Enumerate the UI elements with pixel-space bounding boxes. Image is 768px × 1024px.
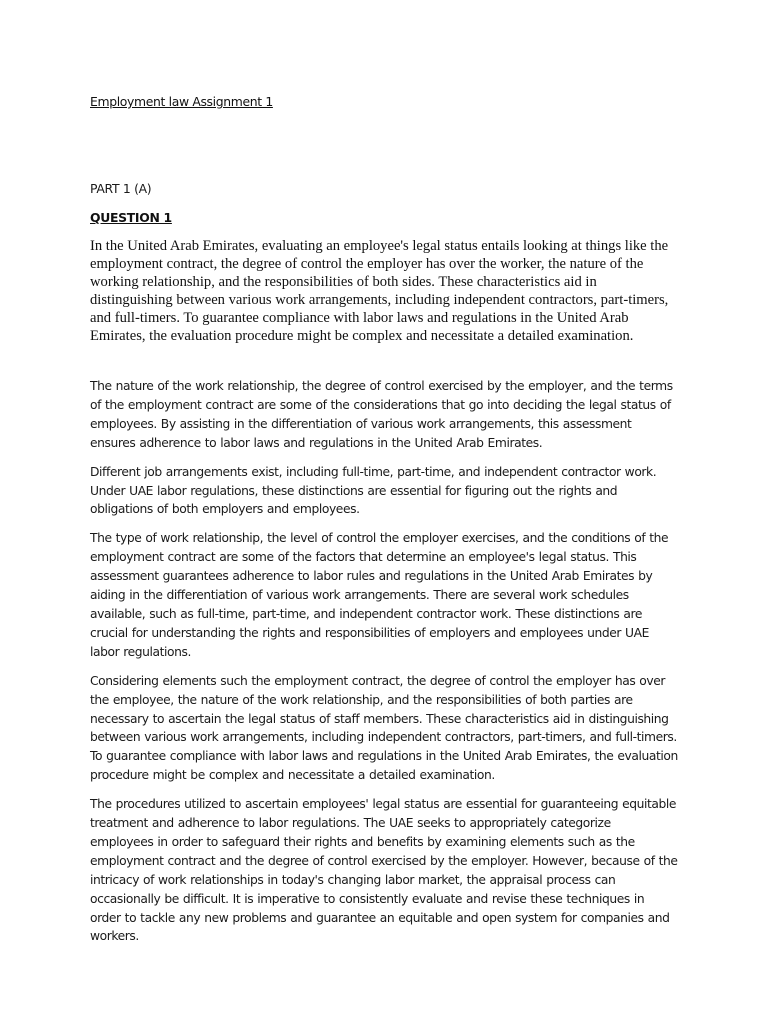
body-paragraph: The nature of the work relationship, the degree of control exercised by the employer, and the terms of the employment contract are some of the considerations that go into deciding the legal status of employees. By assisting in the differentiation of various work arrangements, this assessment ensures adherence to labor laws and regulations in the United Arab Emirates. [90,379,673,450]
body-paragraph: The procedures utilized to ascertain employees' legal status are essential for guaranteeing equitable treatment and adherence to labor regulations. The UAE seeks to appropriately categorize employees in order to safeguard their rights and benefits by examining elements such as the employment contract and the degree of control exercised by the employer. However, because of the intricacy of work relationships in today's changing labor market, the appraisal process can occasionally be difficult. It is imperative to consistently evaluate and revise these techniques in order to tackle any new problems and guarantee an equitable and open system for companies and workers. [90,797,678,944]
body-paragraph: Different job arrangements exist, including full-time, part-time, and independent contractor work. Under UAE labor regulations, these distinctions are essential for figuring out the rights and obligations of both employers and employees. [90,464,657,517]
body-paragraph: Considering elements such the employment contract, the degree of control the employer has over the employee, the nature of the work relationship, and the responsibilities of both parties are necessary to ascertain the legal status of staff members. These characteristics aid in distinguishing between various work arrangements, including independent contractors, part-timers, and full-timers. To guarantee compliance with labor laws and regulations in the United Arab Emirates, the evaluation procedure might be complex and necessitate a detailed examination. [90,673,678,783]
document-title: Employment law Assignment 1 [90,94,273,109]
body-text [90,377,678,956]
intro-paragraph: In the United Arab Emirates, evaluating an employee's legal status entails looking at things like the employment contract, the degree of control the employer has over the worker, the nature of the working relationship, and the responsibilities of both sides. These characteristics aid in distinguishing between various work arrangements, including independent contractors, part-timers, and full-timers. To guarantee compliance with labor laws and regulations in the United Arab Emirates, the evaluation procedure might be complex and necessitate a detailed examination. [90,238,669,344]
question-heading: QUESTION 1 [90,210,172,225]
part-heading: PART 1 (A) [90,181,152,196]
body-paragraph: The type of work relationship, the level of control the employer exercises, and the conditions of the employment contract are some of the factors that determine an employee's legal status. This assessment guarantees adherence to labor rules and regulations in the United Arab Emirates by aiding in the differentiation of various work arrangements. There are several work schedules available, such as full-time, part-time, and independent contractor work. These distinctions are crucial for understanding the rights and responsibilities of employers and employees under UAE labor regulations. [90,531,669,659]
